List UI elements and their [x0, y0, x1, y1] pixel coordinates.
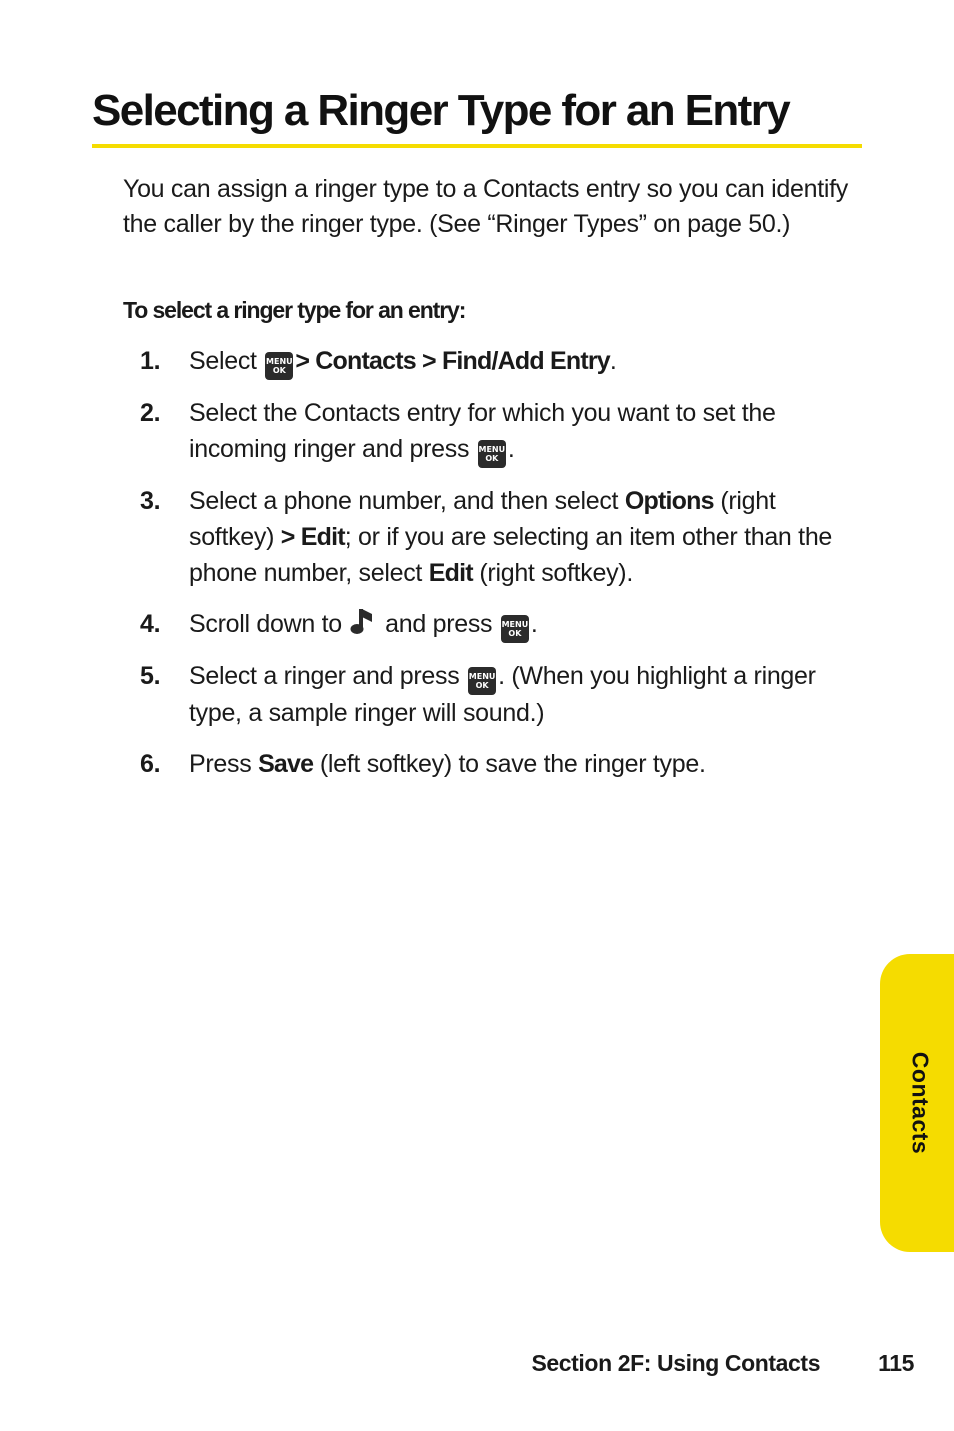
steps-list	[140, 343, 860, 797]
ringer-note-icon	[350, 606, 376, 636]
edit-path: > Edit	[280, 523, 345, 551]
step-number: 1.	[140, 347, 161, 375]
footer-section-title: Section 2F: Using Contacts	[531, 1350, 821, 1376]
step-text: (left softkey) to save the ringer type.	[319, 750, 706, 778]
step-text: (right softkey).	[479, 559, 633, 587]
step-2	[140, 395, 860, 468]
title-underline	[92, 144, 862, 148]
step-text: Select a phone number, and then select	[189, 487, 619, 515]
step-text: (right softkey)	[189, 487, 776, 551]
step-text: ; or if you are selecting an item other than the phone number, select	[189, 523, 833, 587]
menu-ok-key-icon: MENU OK	[265, 352, 293, 380]
procedure-heading: To select a ringer type for an entry:	[123, 297, 466, 323]
step-4	[140, 606, 860, 643]
step-text: Press	[189, 750, 252, 778]
step-text: .	[609, 347, 617, 375]
step-5	[140, 658, 860, 731]
step-number: 4.	[140, 610, 161, 638]
step-text: Select the Contacts entry for which you want to set the incoming ringer and press	[189, 399, 776, 463]
step-number: 6.	[140, 750, 161, 778]
step-number: 3.	[140, 487, 161, 515]
menu-path: > Contacts > Find/Add Entry	[295, 347, 610, 375]
step-number: 5.	[140, 662, 161, 690]
section-side-tab	[880, 954, 954, 1252]
save-softkey-label: Save	[258, 750, 314, 778]
edit-softkey-label: Edit	[428, 559, 473, 587]
step-text: Scroll down to	[189, 610, 342, 638]
page-number: 115	[878, 1350, 914, 1376]
menu-ok-key-icon: MENU OK	[468, 667, 496, 695]
intro-paragraph: You can assign a ringer type to a Contacts entry so you can identify the caller by the ringer type. (See “Ringer Types” on page 50.)	[123, 175, 848, 238]
step-text: . (When you highlight a ringer type, a sample ringer will sound.)	[189, 662, 816, 727]
step-1	[140, 343, 860, 380]
page-title: Selecting a Ringer Type for an Entry	[92, 86, 790, 135]
page-footer	[531, 1350, 914, 1377]
menu-ok-key-icon: MENU OK	[501, 615, 529, 643]
step-text: Select	[189, 347, 257, 375]
step-text: and press	[385, 610, 493, 638]
menu-ok-key-icon: MENU OK	[478, 440, 506, 468]
side-tab-label: Contacts	[907, 1051, 934, 1155]
step-text: Select a ringer and press	[189, 662, 460, 690]
step-text: .	[507, 435, 515, 463]
step-6	[140, 746, 860, 782]
step-3	[140, 483, 860, 591]
options-softkey-label: Options	[624, 487, 714, 515]
step-text: .	[530, 610, 538, 638]
step-number: 2.	[140, 399, 161, 427]
